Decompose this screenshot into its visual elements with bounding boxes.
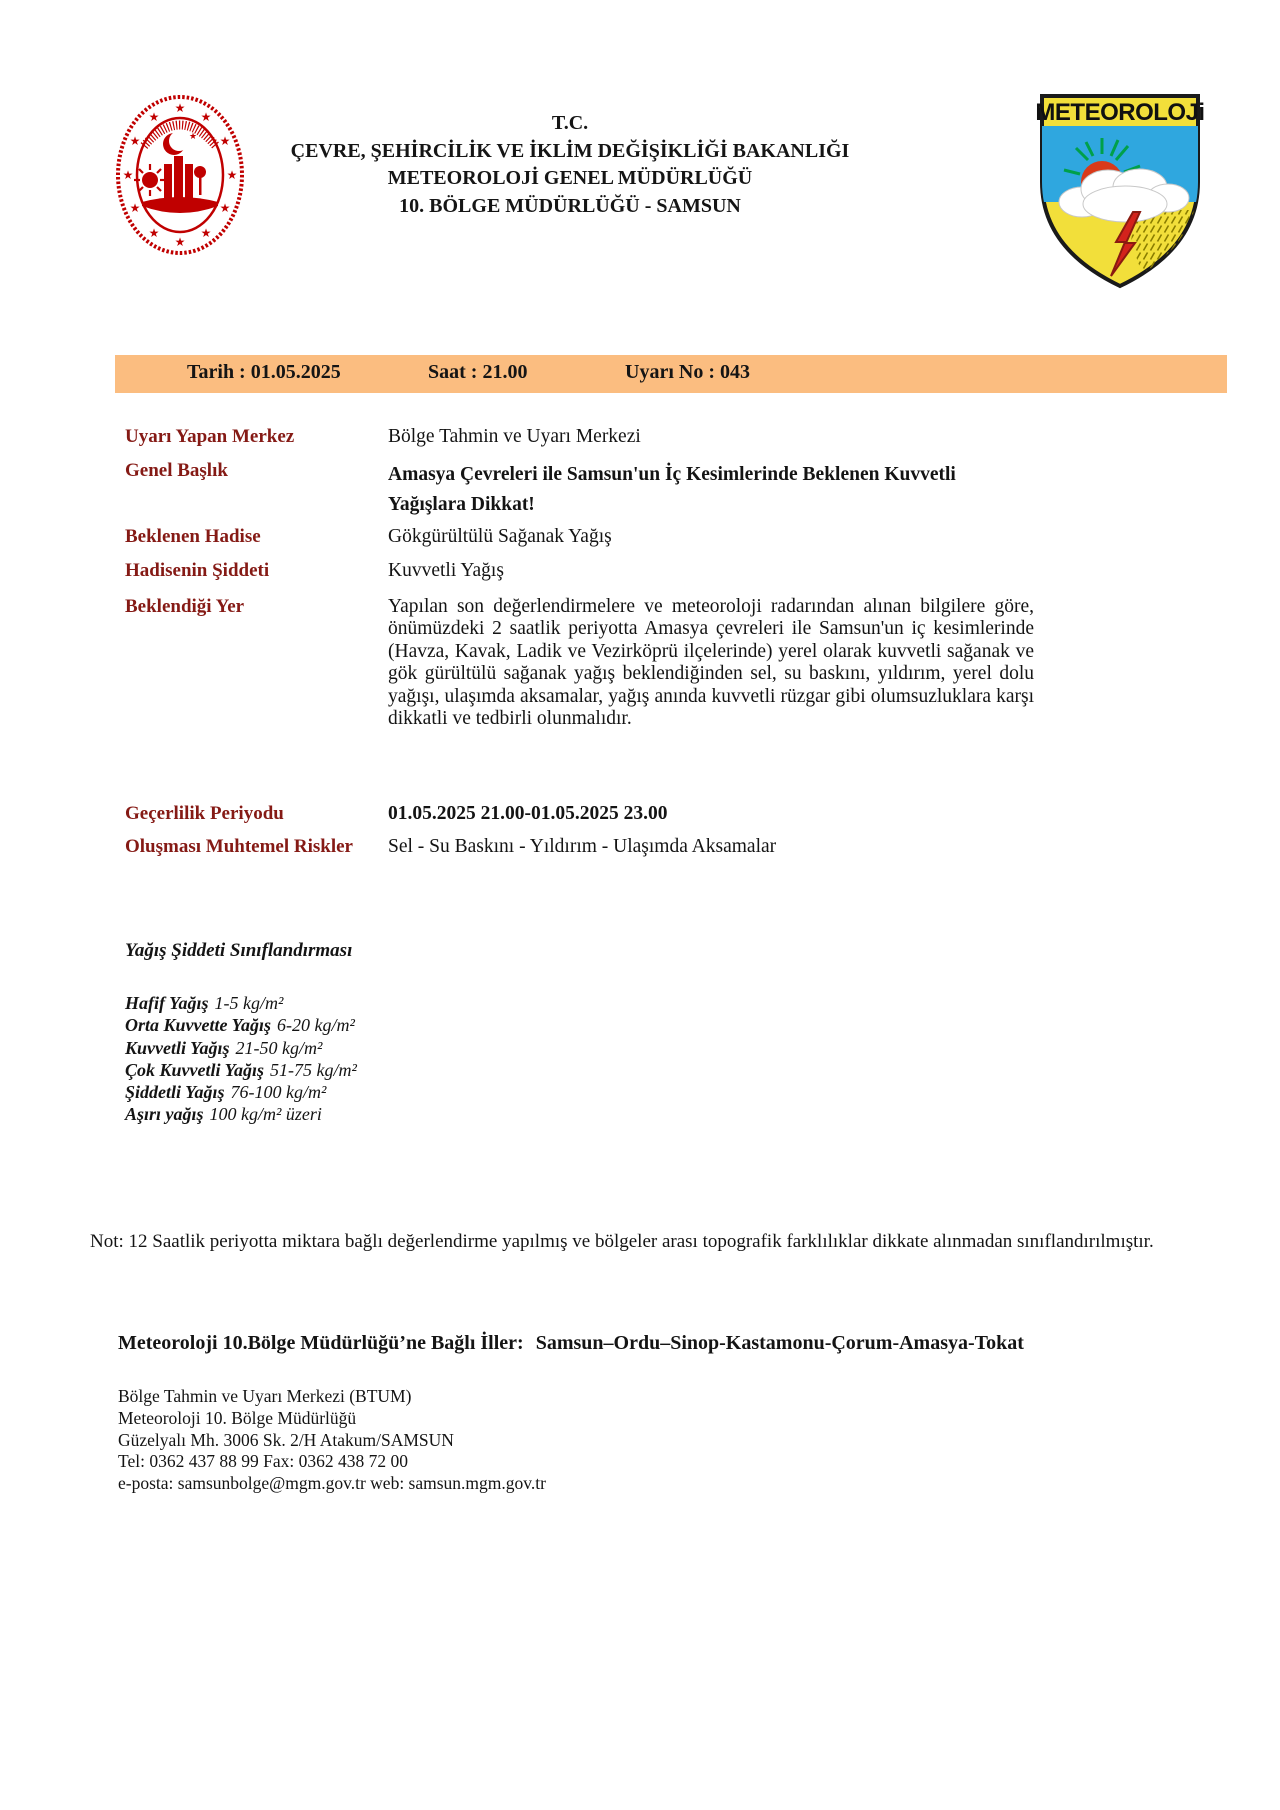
- classification-item: Aşırı yağış 100 kg/m² üzeri: [125, 1104, 322, 1125]
- label-event-severity: Hadisenin Şiddeti: [125, 560, 270, 581]
- label-possible-risks: Oluşması Muhtemel Riskler: [125, 836, 353, 857]
- svg-text:★: ★: [129, 134, 141, 148]
- svg-text:★: ★: [174, 235, 186, 249]
- contact-line-email-web: e-posta: samsunbolge@mgm.gov.tr web: samsun.mgm.gov.tr: [118, 1473, 546, 1494]
- header: [270, 110, 870, 220]
- svg-text:★: ★: [148, 226, 160, 240]
- header-region-office: 10. BÖLGE MÜDÜRLÜĞÜ - SAMSUN: [399, 194, 741, 217]
- label-issuing-center: Uyarı Yapan Merkez: [125, 426, 295, 447]
- contact-block: [118, 1386, 546, 1495]
- classification-list: [125, 992, 357, 1126]
- attached-provinces-label: Meteoroloji 10.Bölge Müdürlüğü’ne Bağlı İller:: [118, 1332, 524, 1354]
- contact-line-center: Bölge Tahmin ve Uyarı Merkezi (BTUM): [118, 1386, 412, 1406]
- banner-date: Tarih : 01.05.2025: [187, 361, 341, 383]
- meteorology-shield-icon: [1030, 90, 1210, 290]
- value-validity-period: 01.05.2025 21.00-01.05.2025 23.00: [388, 803, 668, 824]
- svg-text:★: ★: [148, 110, 160, 124]
- header-tc: T.C.: [551, 112, 589, 134]
- contact-line-phone: Tel: 0362 437 88 99 Fax: 0362 438 72 00: [118, 1451, 408, 1472]
- label-general-title: Genel Başlık: [125, 460, 228, 481]
- classification-item: Çok Kuvvetli Yağış 51-75 kg/m²: [125, 1059, 357, 1080]
- label-expected-location: Beklendiği Yer: [125, 596, 245, 617]
- classification-item: Hafif Yağış 1-5 kg/m²: [125, 993, 284, 1013]
- value-expected-location: Yapılan son değerlendirmelere ve meteoroloji radarından alınan bilgilere göre, önümüzdeki 2 saatlik periyotta Amasya çevreleri ile Samsun'un iç kesimlerinde (Havza, Kavak, Ladik ve Vezirköprü ilçelerinde) yerel olarak kuvvetli sağanak ve gök gürültülü sağanak yağış beklendiğinden sel, su baskını, yıldırım, yerel dolu yağışı, ulaşımda aksamalar, yağış anında kuvvetli rüzgar gibi olumsuzluklara karşı dikkatli ve tedbirli olunmalıdır.: [388, 596, 1034, 730]
- svg-text:★: ★: [200, 226, 212, 240]
- contact-line-office: Meteoroloji 10. Bölge Müdürlüğü: [118, 1407, 357, 1428]
- classification-item: Kuvvetli Yağış 21-50 kg/m²: [125, 1037, 323, 1058]
- classification-item: Şiddetli Yağış 76-100 kg/m²: [125, 1082, 327, 1103]
- classification-title: Yağış Şiddeti Sınıflandırması: [125, 940, 353, 961]
- value-issuing-center: Bölge Tahmin ve Uyarı Merkezi: [388, 426, 641, 447]
- svg-text:★: ★: [226, 168, 238, 182]
- value-expected-event: Gökgürültülü Sağanak Yağış: [388, 526, 612, 547]
- svg-text:★: ★: [129, 201, 141, 215]
- banner-warning-number: Uyarı No : 043: [625, 361, 750, 383]
- note-text: Not: 12 Saatlik periyotta miktara bağlı değerlendirme yapılmış ve bölgeler arası topografik farklılıklar dikkate alınmadan sınıflandırılmıştır.: [90, 1231, 1154, 1252]
- value-possible-risks: Sel - Su Baskını - Yıldırım - Ulaşımda Aksamalar: [388, 836, 777, 857]
- classification-item: Orta Kuvvette Yağış 6-20 kg/m²: [125, 1015, 355, 1036]
- header-ministry: ÇEVRE, ŞEHİRCİLİK VE İKLİM DEĞİŞİKLİĞİ BAKANLIĞI: [290, 139, 850, 162]
- attached-provinces-value: Samsun–Ordu–Sinop-Kastamonu-Çorum-Amasya-Tokat: [535, 1332, 1024, 1354]
- warning-banner: [115, 355, 1227, 393]
- value-event-severity: Kuvvetli Yağış: [388, 560, 504, 581]
- svg-text:★: ★: [219, 201, 231, 215]
- svg-text:★: ★: [174, 101, 186, 115]
- attached-provinces-line: [118, 1332, 1024, 1355]
- banner-time: Saat : 21.00: [428, 361, 528, 383]
- small-star-icon: ★: [188, 131, 198, 141]
- svg-text:★: ★: [122, 168, 134, 182]
- ministry-emblem-icon: [114, 94, 246, 256]
- label-expected-event: Beklenen Hadise: [125, 526, 261, 547]
- value-general-title: Amasya Çevreleri ile Samsun'un İç Kesimlerinde Beklenen Kuvvetli Yağışlara Dikkat!: [388, 464, 956, 515]
- meteo-logo-text: METEOROLOJi: [1035, 99, 1205, 126]
- svg-text:★: ★: [219, 134, 231, 148]
- header-directorate: METEOROLOJİ GENEL MÜDÜRLÜĞÜ: [387, 167, 753, 189]
- contact-line-address: Güzelyalı Mh. 3006 Sk. 2/H Atakum/SAMSUN: [118, 1429, 454, 1450]
- svg-text:★: ★: [200, 110, 212, 124]
- label-validity-period: Geçerlilik Periyodu: [125, 803, 284, 824]
